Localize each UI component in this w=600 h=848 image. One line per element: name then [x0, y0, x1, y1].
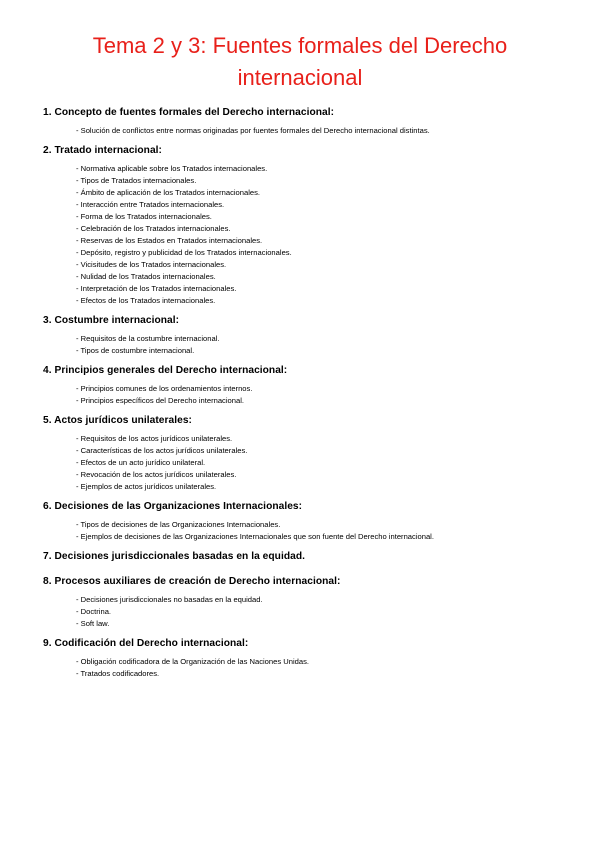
section-9: [43, 637, 563, 680]
list-item: - Tipos de decisiones de las Organizaciones Internacionales.: [76, 519, 563, 531]
section-heading: 4. Principios generales del Derecho internacional:: [43, 365, 288, 376]
section-heading: 6. Decisiones de las Organizaciones Internacionales:: [43, 501, 303, 512]
section-8: [43, 575, 563, 630]
section-2: [43, 144, 563, 307]
section-item-list: [43, 333, 563, 357]
section-item-list: [43, 656, 563, 680]
section-item-list: [43, 163, 563, 307]
section-heading: 1. Concepto de fuentes formales del Derecho internacional:: [43, 107, 335, 118]
sections-list: [43, 106, 563, 687]
list-item: - Celebración de los Tratados internacionales.: [76, 223, 563, 235]
section-item-list: [43, 594, 563, 630]
list-item: - Características de los actos jurídicos unilaterales.: [76, 445, 563, 457]
list-item: - Ejemplos de actos jurídicos unilaterales.: [76, 481, 563, 493]
list-item: - Efectos de un acto jurídico unilateral.: [76, 457, 563, 469]
section-heading: 9. Codificación del Derecho internacional:: [43, 638, 249, 649]
section-heading: 5. Actos jurídicos unilaterales:: [43, 415, 192, 426]
list-item: - Forma de los Tratados internacionales.: [76, 211, 563, 223]
section-4: [43, 364, 563, 407]
list-item: - Tipos de costumbre internacional.: [76, 345, 563, 357]
list-item: - Obligación codificadora de la Organización de las Naciones Unidas.: [76, 656, 563, 668]
section-item-list: [43, 125, 563, 137]
section-1: [43, 106, 563, 137]
list-item: - Principios específicos del Derecho internacional.: [76, 395, 563, 407]
list-item: - Efectos de los Tratados internacionales.: [76, 295, 563, 307]
section-6: [43, 500, 563, 543]
list-item: - Interacción entre Tratados internacionales.: [76, 199, 563, 211]
list-item: - Revocación de los actos jurídicos unilaterales.: [76, 469, 563, 481]
page-title: Tema 2 y 3: Fuentes formales del Derecho internacional: [92, 33, 508, 90]
section-heading: 7. Decisiones jurisdiccionales basadas en la equidad.: [43, 551, 305, 562]
list-item: - Decisiones jurisdiccionales no basadas en la equidad.: [76, 594, 563, 606]
section-item-list: [43, 433, 563, 493]
list-item: - Soft law.: [76, 618, 563, 630]
list-item: - Solución de conflictos entre normas originadas por fuentes formales del Derecho internacional distintas.: [76, 125, 563, 137]
list-item: - Tipos de Tratados internacionales.: [76, 175, 563, 187]
section-heading: 3. Costumbre internacional:: [43, 315, 180, 326]
section-item-list: [43, 383, 563, 407]
section-item-list: [43, 519, 563, 543]
list-item: - Interpretación de los Tratados internacionales.: [76, 283, 563, 295]
list-item: - Depósito, registro y publicidad de los Tratados internacionales.: [76, 247, 563, 259]
list-item: - Normativa aplicable sobre los Tratados internacionales.: [76, 163, 563, 175]
section-heading: 2. Tratado internacional:: [43, 145, 162, 156]
section-7: [43, 550, 563, 564]
list-item: - Ámbito de aplicación de los Tratados internacionales.: [76, 187, 563, 199]
section-heading: 8. Procesos auxiliares de creación de Derecho internacional:: [43, 576, 341, 587]
section-5: [43, 414, 563, 493]
list-item: - Ejemplos de decisiones de las Organizaciones Internacionales que son fuente del Derecho internacional.: [76, 531, 563, 543]
list-item: - Requisitos de los actos jurídicos unilaterales.: [76, 433, 563, 445]
list-item: - Doctrina.: [76, 606, 563, 618]
list-item: - Reservas de los Estados en Tratados internacionales.: [76, 235, 563, 247]
section-3: [43, 314, 563, 357]
list-item: - Tratados codificadores.: [76, 668, 563, 680]
list-item: - Vicisitudes de los Tratados internacionales.: [76, 259, 563, 271]
list-item: - Requisitos de la costumbre internacional.: [76, 333, 563, 345]
list-item: - Nulidad de los Tratados internacionales.: [76, 271, 563, 283]
list-item: - Principios comunes de los ordenamientos internos.: [76, 383, 563, 395]
